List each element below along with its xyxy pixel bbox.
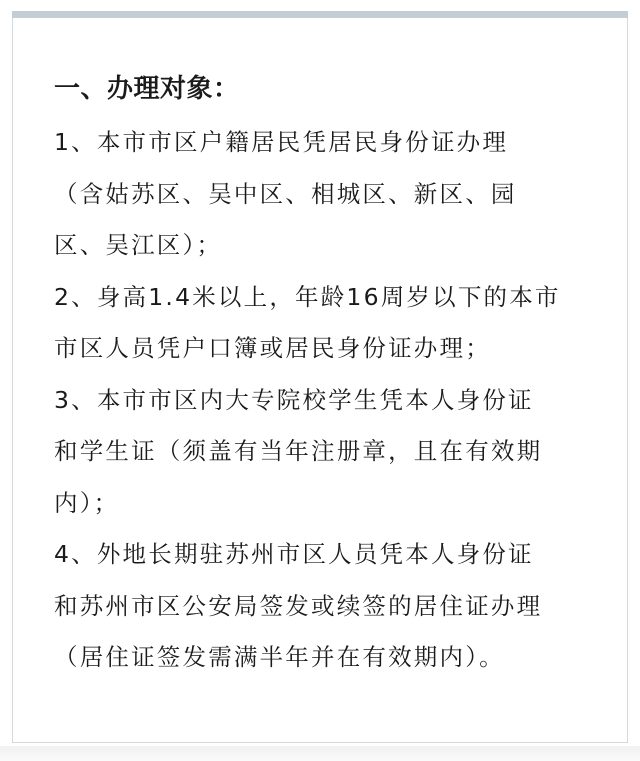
text-line: 4、外地长期驻苏州市区人员凭本人身份证 (54, 540, 534, 568)
list-item-3 (54, 375, 602, 530)
text-line: （居住证签发需满半年并在有效期内）。 (54, 643, 505, 671)
section-heading: 一、办理对象： (54, 74, 240, 104)
text-line: 3、本市市区内大专院校学生凭本人身份证 (54, 385, 534, 414)
list-item-1 (54, 117, 602, 272)
text-line: 区、吴江区）； (54, 231, 223, 259)
text-line: （含姑苏区、吴中区、相城区、新区、园 (54, 179, 517, 208)
article-content (54, 70, 602, 684)
text-line: 市区人员凭户口簿或居民身份证办理； (54, 334, 491, 362)
list-item-4 (54, 529, 602, 684)
text-line: 和苏州市区公安局签发或续签的居住证办理 (54, 591, 543, 620)
text-line: 和学生证（须盖有当年注册章，且在有效期 (54, 437, 543, 465)
bottom-shadow (0, 746, 640, 761)
list-item-2 (54, 272, 602, 375)
text-line: 2、身高1.4米以上，年龄16周岁以下的本市 (54, 282, 561, 311)
text-line: 内）； (54, 488, 120, 517)
top-divider-bar (12, 11, 628, 18)
text-line: 1、本市市区户籍居民凭居民身份证办理 (54, 128, 509, 156)
